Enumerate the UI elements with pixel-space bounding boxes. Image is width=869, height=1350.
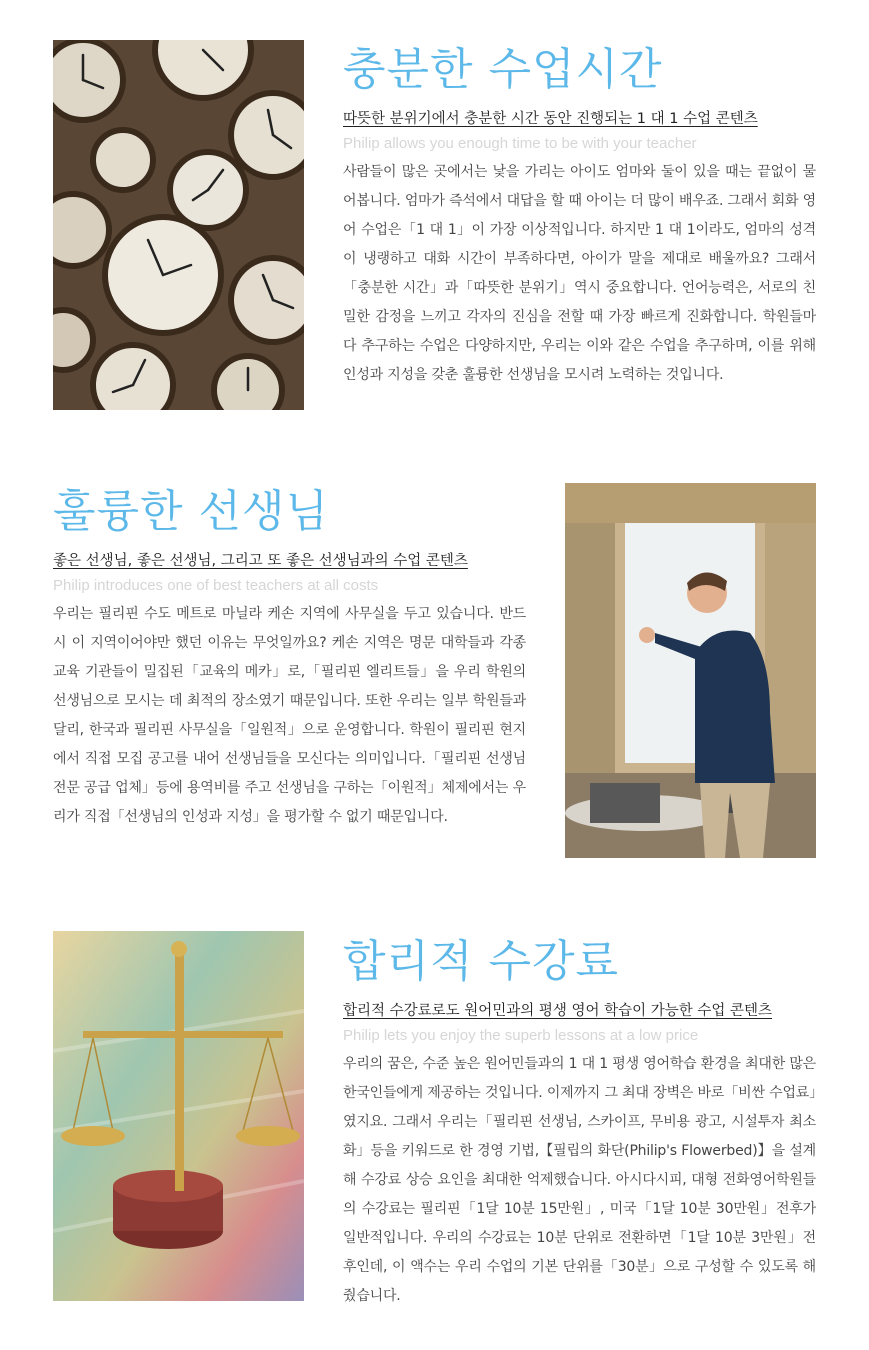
scale-photo	[53, 931, 304, 1301]
section-class-time	[0, 0, 869, 440]
section-english-caption: Philip introduces one of best teachers at all costs	[53, 577, 379, 594]
section-teachers	[0, 440, 869, 890]
teacher-photo	[565, 483, 816, 858]
clocks-photo	[53, 40, 304, 410]
section-title: 훌륭한 선생님	[53, 486, 330, 537]
section-body: 우리의 꿈은, 수준 높은 원어민들과의 1 대 1 평생 영어학습 환경을 최대한 많은 한국인들에게 제공하는 것입니다. 이제까지 그 최대 장벽은 바로「비싼 수업료」였지요. 그래서 우리는「필리핀 선생님, 스카이프, 무비용 광고, 시설투자 최소화」등을 키워드로 한 경영 기법,【필립의 화단(Philip's Flowerbed)】을 설계해 수강료 상승 요인을 최대한 억제했습니다. 아시다시피, 대형 전화영어학원들의 수강료는 필리핀「1달 10분 15만원」, 미국「1달 10분 30만원」전후가 일반적입니다. 우리의 수강료는 10분 단위로 전환하면「1달 10분 3만원」전후인데, 이 액수는 우리 수업의 기본 단위를「30분」으로 구성할 수 있도록 해줬습니다.	[343, 1056, 816, 1304]
section-subtitle: 좋은 선생님, 좋은 선생님, 그리고 또 좋은 선생님과의 수업 콘텐츠	[53, 553, 468, 569]
section-english-caption: Philip lets you enjoy the superb lessons at a low price	[343, 1027, 699, 1044]
section-body: 사람들이 많은 곳에서는 낯을 가리는 아이도 엄마와 둘이 있을 때는 끝없이 물어봅니다. 엄마가 즉석에서 대답을 할 때 아이는 더 많이 배우죠. 그래서 회화 영어 수업은「1 대 1」이 가장 이상적입니다. 하지만 1 대 1이라도, 엄마의 성격이 냉랭하고 대화 시간이 부족하다면, 아이가 말을 제대로 배울까요? 그래서「충분한 시간」과「따뜻한 분위기」역시 중요합니다. 언어능력은, 서로의 친밀한 감정을 느끼고 각자의 진심을 전할 때 가장 빠르게 진화합니다. 학원들마다 추구하는 수업은 다양하지만, 우리는 이와 같은 수업을 추구하며, 이를 위해 인성과 지성을 갖춘 훌륭한 선생님을 모시려 노력하는 것입니다.	[343, 164, 816, 383]
section-tuition	[0, 890, 869, 1350]
section-title: 합리적 수강료	[343, 936, 620, 987]
section-text	[343, 934, 816, 1311]
section-text	[343, 42, 816, 390]
section-subtitle: 따뜻한 분위기에서 충분한 시간 동안 진행되는 1 대 1 수업 콘텐츠	[343, 111, 758, 127]
section-english-caption: Philip allows you enough time to be with your teacher	[343, 135, 697, 152]
section-text	[53, 484, 526, 832]
section-title: 충분한 수업시간	[343, 44, 663, 95]
section-body: 우리는 필리핀 수도 메트로 마닐라 케손 지역에 사무실을 두고 있습니다. 반드시 이 지역이어야만 했던 이유는 무엇일까요? 케손 지역은 명문 대학들과 각종 교육 기관들이 밀집된「교육의 메카」로,「필리핀 엘리트들」을 우리 학원의 선생님으로 모시는 데 최적의 장소였기 때문입니다. 또한 우리는 일부 학원들과 달리, 한국과 필리핀 사무실을「일원적」으로 운영합니다. 학원이 필리핀 현지에서 직접 모집 공고를 내어 선생님들을 모신다는 의미입니다.「필리핀 선생님 전문 공급 업체」등에 용역비를 주고 선생님을 구하는「이원적」체제에서는 우리가 직접「선생님의 인성과 지성」을 평가할 수 없기 때문입니다.	[53, 606, 526, 825]
section-subtitle: 합리적 수강료로도 원어민과의 평생 영어 학습이 가능한 수업 콘텐츠	[343, 1003, 773, 1019]
